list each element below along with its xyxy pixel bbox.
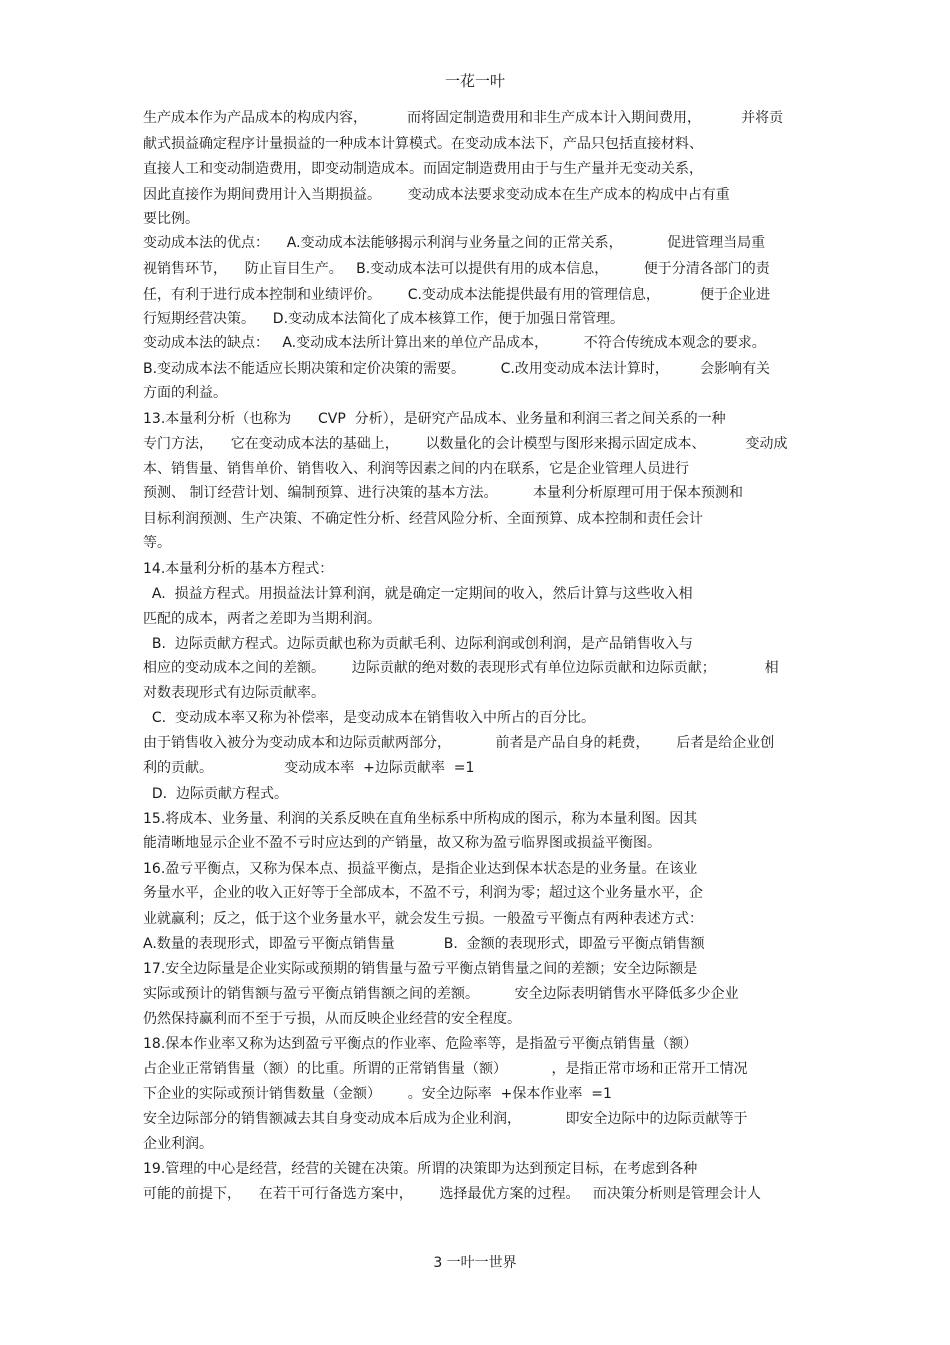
- text-line: 下企业的实际或预计销售数量（金额） 。安全边际率 +保本作业率 =1: [143, 1086, 612, 1102]
- text-line: 利的贡献。 变动成本率 +边际贡献率 =1: [143, 760, 475, 776]
- text-line: 占企业正常销售量（额）的比重。所谓的正常销售量（额） ，是指正常市场和正常开工情况: [143, 1061, 748, 1077]
- text-line: B.变动成本法不能适应长期决策和定价决策的需要。 C.改用变动成本法计算时， 会影响有关: [143, 361, 771, 377]
- page-footer: 3 一叶一世界: [433, 1255, 517, 1271]
- text-line: 务量水平，企业的收入正好等于全部成本，不盈不亏，利润为零；超过这个业务量水平，企: [143, 885, 703, 901]
- text-line: 对数表现形式有边际贡献率。: [143, 685, 325, 701]
- text-line: 匹配的成本，两者之差即为当期利润。: [143, 611, 381, 627]
- text-line: 本、销售量、销售单价、销售收入、利润等因素之间的内在联系，它是企业管理人员进行: [143, 461, 689, 477]
- text-line: 要比例。: [143, 211, 199, 227]
- text-line: 18.保本作业率又称为达到盈亏平衡点的作业率、危险率等，是指盈亏平衡点销售量（额）: [143, 1036, 698, 1052]
- text-line: 企业利润。: [143, 1136, 213, 1152]
- text-line: 变动成本法的优点： A.变动成本法能够揭示利润与业务量之间的正常关系， 促进管理当局重: [143, 235, 766, 251]
- text-line: 业就赢利；反之，低于这个业务量水平，就会发生亏损。一般盈亏平衡点有两种表述方式：: [143, 911, 703, 927]
- text-line: 实际或预计的销售额与盈亏平衡点销售额之间的差额。 安全边际表明销售水平降低多少企业: [143, 986, 739, 1002]
- text-line: 由于销售收入被分为变动成本和边际贡献两部分， 前者是产品自身的耗费， 后者是给企业创: [143, 735, 775, 751]
- text-line: 安全边际部分的销售额减去其自身变动成本后成为企业利润， 即安全边际中的边际贡献等于: [143, 1111, 748, 1127]
- text-line: B. 边际贡献方程式。边际贡献也称为贡献毛利、边际利润或创利润，是产品销售收入与: [143, 636, 693, 652]
- text-line: 变动成本法的缺点： A.变动成本法所计算出来的单位产品成本， 不符合传统成本观念的要求。: [143, 335, 766, 351]
- text-line: 献式损益确定程序计量损益的一种成本计算模式。在变动成本法下，产品只包括直接材料、: [143, 136, 703, 152]
- text-line: 因此直接作为期间费用计入当期损益。 变动成本法要求变动成本在生产成本的构成中占有重: [143, 187, 730, 203]
- text-line: A.数量的表现形式，即盈亏平衡点销售量 B. 金额的表现形式，即盈亏平衡点销售额: [143, 936, 705, 952]
- text-line: 17.安全边际量是企业实际或预期的销售量与盈亏平衡点销售量之间的差额；安全边际额是: [143, 961, 698, 977]
- text-line: 13.本量利分析（也称为 CVP 分析），是研究产品成本、业务量和利润三者之间关系的一种: [143, 411, 726, 427]
- text-line: 生产成本作为产品成本的构成内容， 而将固定制造费用和非生产成本计入期间费用， 并将贡: [143, 110, 784, 126]
- text-line: 14.本量利分析的基本方程式：: [143, 561, 334, 577]
- text-line: 预测、 制订经营计划、编制预算、进行决策的基本方法。 本量利分析原理可用于保本预测和: [143, 485, 744, 501]
- page-header: 一花一叶: [444, 72, 505, 90]
- text-line: 可能的前提下， 在若干可行备选方案中， 选择最优方案的过程。 而决策分析则是管理会计人: [143, 1186, 761, 1202]
- text-line: 能清晰地显示企业不盈不亏时应达到的产销量，故又称为盈亏临界图或损益平衡图。: [143, 835, 661, 851]
- text-line: 目标利润预测、生产决策、不确定性分析、经营风险分析、全面预算、成本控制和责任会计: [143, 511, 703, 527]
- text-line: 视销售环节， 防止盲目生产。 B.变动成本法可以提供有用的成本信息， 便于分清各部门的责: [143, 261, 770, 277]
- text-line: 16.盈亏平衡点，又称为保本点、损益平衡点，是指企业达到保本状态是的业务量。在该业: [143, 861, 698, 877]
- text-line: 方面的利益。: [143, 385, 227, 401]
- text-line: 行短期经营决策。 D.变动成本法简化了成本核算工作，便于加强日常管理。: [143, 311, 625, 327]
- text-line: 专门方法， 它在变动成本法的基础上， 以数量化的会计模型与图形来揭示固定成本、 变动成: [143, 436, 788, 452]
- text-line: C. 变动成本率又称为补偿率，是变动成本在销售收入中所占的百分比。: [143, 710, 596, 726]
- text-line: 15.将成本、业务量、利润的关系反映在直角坐标系中所构成的图示，称为本量利图。因其: [143, 811, 698, 827]
- text-line: 直接人工和变动制造费用，即变动制造成本。而固定制造费用由于与生产量并无变动关系，: [143, 161, 703, 177]
- text-line: 相应的变动成本之间的差额。 边际贡献的绝对数的表现形式有单位边际贡献和边际贡献； 相: [143, 660, 779, 676]
- text-line: 仍然保持赢利而不至于亏损，从而反映企业经营的安全程度。: [143, 1011, 521, 1027]
- text-line: A. 损益方程式。用损益法计算利润，就是确定一定期间的收入，然后计算与这些收入相: [143, 586, 693, 602]
- text-line: 等。: [143, 535, 171, 551]
- text-line: 任，有利于进行成本控制和业绩评价。 C.变动成本法能提供最有用的管理信息， 便于企业进: [143, 287, 770, 303]
- text-line: D. 边际贡献方程式。: [143, 786, 289, 802]
- text-line: 19.管理的中心是经营，经营的关键在决策。所谓的决策即为达到预定目标，在考虑到各种: [143, 1161, 698, 1177]
